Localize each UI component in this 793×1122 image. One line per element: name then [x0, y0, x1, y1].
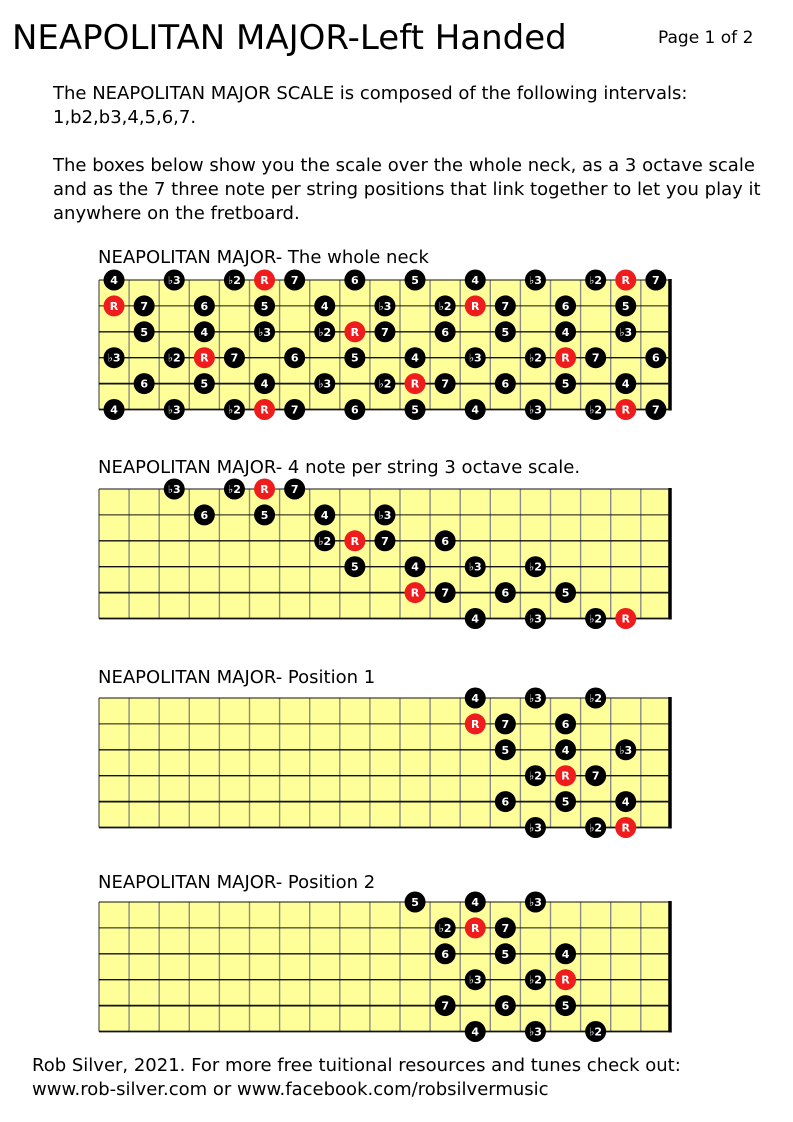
- note-label: 7: [290, 274, 299, 287]
- note-label: 7: [652, 403, 660, 417]
- scale-note-marker: [435, 582, 456, 603]
- scale-note-marker: [495, 739, 516, 760]
- scale-note-marker: [525, 765, 546, 786]
- root-note-marker: [615, 399, 636, 420]
- note-label: 4: [200, 325, 209, 339]
- scale-note-marker: [104, 347, 125, 368]
- scale-note-marker: [525, 608, 546, 629]
- note-label: 6: [200, 508, 209, 522]
- note-label: ♭2: [529, 560, 542, 574]
- note-label: 4: [471, 896, 480, 909]
- scale-note-marker: [194, 321, 215, 342]
- scale-note-marker: [164, 479, 185, 500]
- note-label: ♭2: [378, 377, 392, 391]
- scale-note-marker: [585, 688, 606, 709]
- note-label: 7: [441, 586, 449, 600]
- note-label: ♭3: [318, 377, 332, 391]
- scale-note-marker: [194, 295, 215, 316]
- scale-note-marker: [585, 1021, 606, 1042]
- note-label: 4: [621, 795, 630, 809]
- scale-note-marker: [224, 347, 245, 368]
- scale-note-marker: [314, 321, 335, 342]
- note-label: ♭2: [589, 821, 603, 835]
- note-label: 7: [381, 325, 389, 339]
- scale-note-marker: [194, 373, 215, 394]
- whole-neck-fretboard: [0, 268, 793, 428]
- note-label: ♭3: [167, 274, 181, 287]
- note-label: 7: [230, 351, 239, 365]
- scale-note-marker: [495, 373, 516, 394]
- root-note-marker: [405, 582, 426, 603]
- note-label: R: [561, 973, 570, 987]
- note-label: 4: [471, 612, 480, 626]
- scale-note-marker: [164, 270, 185, 291]
- note-label: 4: [320, 299, 329, 313]
- scale-note-marker: [405, 270, 426, 291]
- scale-note-marker: [555, 713, 576, 734]
- note-label: R: [471, 921, 480, 935]
- note-label: 5: [621, 299, 630, 313]
- scale-note-marker: [525, 399, 546, 420]
- note-label: 6: [351, 403, 359, 417]
- scale-note-marker: [555, 791, 576, 812]
- scale-note-marker: [495, 321, 516, 342]
- footer-credits: [32, 1054, 681, 1102]
- note-label: ♭3: [468, 973, 482, 987]
- note-label: ♭3: [107, 351, 121, 365]
- note-label: R: [109, 299, 119, 313]
- note-label: 6: [441, 325, 449, 339]
- scale-note-marker: [435, 295, 456, 316]
- note-label: R: [260, 483, 269, 496]
- footer-line-1: Rob Silver, 2021. For more free tuitional resources and tunes check out:: [32, 1055, 681, 1076]
- scale-note-marker: [585, 608, 606, 629]
- scale-note-marker: [495, 943, 516, 964]
- scale-note-marker: [465, 608, 486, 629]
- note-label: R: [561, 351, 570, 365]
- scale-note-marker: [314, 373, 335, 394]
- note-label: 5: [260, 299, 269, 313]
- note-label: ♭2: [529, 351, 542, 365]
- root-note-marker: [104, 295, 125, 316]
- root-note-marker: [555, 969, 576, 990]
- note-label: 6: [501, 586, 510, 600]
- position-1-fretboard: [0, 686, 793, 846]
- note-label: 7: [290, 483, 299, 496]
- note-label: R: [200, 351, 209, 365]
- scale-note-marker: [465, 399, 486, 420]
- note-label: 5: [411, 403, 419, 417]
- note-label: 7: [441, 999, 449, 1013]
- page-number: Page 1 of 2: [658, 28, 754, 48]
- scale-note-marker: [344, 270, 365, 291]
- note-label: ♭3: [529, 821, 542, 835]
- root-note-marker: [465, 295, 486, 316]
- note-label: 5: [561, 377, 570, 391]
- scale-note-marker: [525, 347, 546, 368]
- note-label: 5: [200, 377, 209, 391]
- root-note-marker: [254, 479, 275, 500]
- position-2-fretboard: [0, 890, 793, 1050]
- three-octave-label: NEAPOLITAN MAJOR- 4 note per string 3 octave scale.: [98, 457, 581, 478]
- note-label: ♭3: [529, 1025, 542, 1039]
- note-label: 5: [501, 325, 510, 339]
- root-note-marker: [615, 817, 636, 838]
- note-label: ♭2: [318, 534, 332, 548]
- scale-note-marker: [495, 582, 516, 603]
- scale-note-marker: [555, 943, 576, 964]
- note-label: 5: [501, 947, 510, 961]
- note-label: ♭3: [619, 325, 633, 339]
- scale-note-marker: [435, 321, 456, 342]
- scale-note-marker: [314, 530, 335, 551]
- scale-note-marker: [495, 713, 516, 734]
- note-label: R: [471, 717, 480, 731]
- root-note-marker: [254, 270, 275, 291]
- scale-note-marker: [645, 347, 666, 368]
- note-label: R: [410, 586, 420, 600]
- scale-note-marker: [495, 791, 516, 812]
- note-label: 5: [411, 896, 419, 909]
- scale-note-marker: [344, 399, 365, 420]
- scale-note-marker: [465, 688, 486, 709]
- note-label: 7: [140, 299, 148, 313]
- note-label: 5: [351, 351, 359, 365]
- scale-note-marker: [585, 399, 606, 420]
- note-label: 6: [501, 795, 510, 809]
- note-label: 5: [411, 274, 419, 287]
- scale-note-marker: [344, 556, 365, 577]
- note-label: R: [260, 403, 269, 417]
- scale-note-marker: [405, 556, 426, 577]
- fretboard-background: [99, 698, 670, 828]
- scale-note-marker: [525, 688, 546, 709]
- intro-intervals: The NEAPOLITAN MAJOR SCALE is composed of the following intervals: 1,b2,b3,4,5,6,7.: [53, 83, 688, 128]
- root-note-marker: [615, 608, 636, 629]
- note-label: 4: [411, 560, 419, 574]
- root-note-marker: [615, 270, 636, 291]
- note-label: 7: [501, 717, 510, 731]
- note-label: ♭3: [258, 325, 271, 339]
- note-label: 6: [200, 299, 209, 313]
- note-label: ♭2: [438, 299, 452, 313]
- scale-note-marker: [344, 347, 365, 368]
- note-label: ♭2: [589, 1025, 603, 1039]
- note-label: ♭3: [529, 403, 542, 417]
- root-note-marker: [405, 373, 426, 394]
- scale-note-marker: [104, 399, 125, 420]
- scale-note-marker: [525, 556, 546, 577]
- scale-note-marker: [555, 582, 576, 603]
- scale-note-marker: [465, 347, 486, 368]
- scale-note-marker: [314, 295, 335, 316]
- note-label: 6: [441, 534, 449, 548]
- scale-note-marker: [465, 556, 486, 577]
- scale-note-marker: [374, 373, 395, 394]
- note-label: 5: [561, 795, 570, 809]
- note-label: 5: [351, 560, 359, 574]
- scale-note-marker: [104, 270, 125, 291]
- note-label: 6: [561, 299, 570, 313]
- scale-note-marker: [525, 1021, 546, 1042]
- root-note-marker: [465, 917, 486, 938]
- root-note-marker: [194, 347, 215, 368]
- note-label: ♭3: [378, 299, 392, 313]
- scale-note-marker: [374, 504, 395, 525]
- scale-note-marker: [495, 295, 516, 316]
- scale-note-marker: [194, 504, 215, 525]
- scale-note-marker: [615, 295, 636, 316]
- note-label: ♭2: [318, 325, 332, 339]
- fretboard-background: [99, 902, 670, 1032]
- scale-note-marker: [495, 995, 516, 1016]
- scale-note-marker: [435, 373, 456, 394]
- scale-note-marker: [465, 1021, 486, 1042]
- note-label: 4: [471, 1025, 480, 1039]
- scale-note-marker: [134, 373, 155, 394]
- scale-note-marker: [525, 892, 546, 913]
- three-octave-fretboard: [0, 477, 793, 637]
- scale-note-marker: [645, 270, 666, 291]
- scale-note-marker: [254, 373, 275, 394]
- note-label: R: [621, 274, 630, 287]
- note-label: 7: [652, 274, 660, 287]
- scale-note-marker: [585, 765, 606, 786]
- note-label: 4: [561, 325, 570, 339]
- scale-note-marker: [134, 321, 155, 342]
- note-label: ♭3: [468, 560, 482, 574]
- root-note-marker: [344, 530, 365, 551]
- scale-note-marker: [435, 995, 456, 1016]
- scale-note-marker: [284, 479, 305, 500]
- scale-note-marker: [525, 270, 546, 291]
- scale-note-marker: [254, 295, 275, 316]
- note-label: 7: [290, 403, 299, 417]
- scale-note-marker: [405, 347, 426, 368]
- note-label: 7: [591, 769, 600, 783]
- note-label: R: [621, 821, 630, 835]
- scale-note-marker: [374, 321, 395, 342]
- whole-neck-label: NEAPOLITAN MAJOR- The whole neck: [98, 247, 429, 268]
- intro-description: The boxes below show you the scale over the whole neck, as a 3 octave scale and as the 7 three note per string positions that link together to let you play it anywhere on the fretboard.: [53, 155, 761, 224]
- note-label: ♭2: [228, 403, 241, 417]
- note-label: ♭2: [589, 692, 603, 705]
- note-label: 7: [501, 921, 510, 935]
- scale-note-marker: [284, 270, 305, 291]
- note-label: ♭2: [529, 973, 542, 987]
- note-label: R: [471, 299, 480, 313]
- note-label: ♭3: [529, 274, 542, 287]
- scale-note-marker: [615, 321, 636, 342]
- scale-note-marker: [435, 943, 456, 964]
- position-1-label: NEAPOLITAN MAJOR- Position 1: [98, 667, 376, 688]
- scale-note-marker: [465, 270, 486, 291]
- note-label: 5: [501, 743, 510, 757]
- scale-note-marker: [465, 892, 486, 913]
- scale-note-marker: [284, 347, 305, 368]
- scale-note-marker: [254, 321, 275, 342]
- note-label: 4: [471, 692, 480, 705]
- note-label: 6: [290, 351, 299, 365]
- scale-note-marker: [555, 373, 576, 394]
- note-label: ♭2: [529, 769, 542, 783]
- root-note-marker: [344, 321, 365, 342]
- note-label: 5: [561, 999, 570, 1013]
- note-label: ♭2: [438, 921, 452, 935]
- note-label: 4: [260, 377, 269, 391]
- note-label: 7: [591, 351, 600, 365]
- note-label: R: [260, 274, 269, 287]
- scale-note-marker: [555, 321, 576, 342]
- scale-note-marker: [164, 399, 185, 420]
- note-label: R: [561, 769, 570, 783]
- note-label: 4: [320, 508, 329, 522]
- scale-note-marker: [405, 399, 426, 420]
- scale-note-marker: [585, 817, 606, 838]
- note-label: 5: [260, 508, 269, 522]
- scale-note-marker: [314, 504, 335, 525]
- root-note-marker: [465, 713, 486, 734]
- note-label: 6: [140, 377, 148, 391]
- scale-note-marker: [374, 295, 395, 316]
- note-label: ♭2: [228, 274, 241, 287]
- scale-note-marker: [284, 399, 305, 420]
- scale-note-marker: [615, 739, 636, 760]
- scale-note-marker: [435, 530, 456, 551]
- scale-note-marker: [405, 892, 426, 913]
- position-2-label: NEAPOLITAN MAJOR- Position 2: [98, 872, 376, 893]
- scale-note-marker: [224, 399, 245, 420]
- note-label: 4: [561, 947, 570, 961]
- note-label: 7: [441, 377, 449, 391]
- note-label: 6: [652, 351, 660, 365]
- footer-line-2: www.rob-silver.com or www.facebook.com/robsilvermusic: [32, 1079, 549, 1100]
- root-note-marker: [555, 347, 576, 368]
- note-label: 4: [621, 377, 630, 391]
- note-label: R: [621, 612, 630, 626]
- root-note-marker: [555, 765, 576, 786]
- note-label: R: [621, 403, 630, 417]
- note-label: 7: [381, 534, 389, 548]
- note-label: 6: [441, 947, 449, 961]
- note-label: ♭3: [378, 508, 392, 522]
- note-label: 6: [501, 999, 510, 1013]
- root-note-marker: [254, 399, 275, 420]
- scale-note-marker: [374, 530, 395, 551]
- scale-note-marker: [525, 969, 546, 990]
- scale-note-marker: [254, 504, 275, 525]
- note-label: 5: [140, 325, 148, 339]
- scale-note-marker: [555, 739, 576, 760]
- note-label: 4: [110, 274, 118, 287]
- note-label: 4: [411, 351, 419, 365]
- scale-note-marker: [645, 399, 666, 420]
- scale-note-marker: [615, 791, 636, 812]
- note-label: 4: [561, 743, 570, 757]
- note-label: 5: [561, 586, 570, 600]
- scale-note-marker: [435, 917, 456, 938]
- note-label: R: [350, 534, 360, 548]
- scale-note-marker: [525, 817, 546, 838]
- page-title: NEAPOLITAN MAJOR-Left Handed: [12, 18, 567, 58]
- scale-note-marker: [164, 347, 185, 368]
- note-label: ♭3: [167, 483, 181, 496]
- note-label: R: [350, 325, 360, 339]
- scale-note-marker: [134, 295, 155, 316]
- note-label: 4: [471, 274, 480, 287]
- scale-note-marker: [555, 995, 576, 1016]
- scale-note-marker: [224, 270, 245, 291]
- note-label: ♭2: [589, 612, 603, 626]
- note-label: ♭2: [589, 403, 603, 417]
- note-label: 6: [501, 377, 510, 391]
- note-label: ♭2: [228, 483, 241, 496]
- note-label: ♭3: [529, 896, 542, 909]
- note-label: 4: [471, 403, 480, 417]
- scale-note-marker: [555, 295, 576, 316]
- scale-note-marker: [585, 270, 606, 291]
- note-label: 7: [501, 299, 510, 313]
- scale-note-marker: [495, 917, 516, 938]
- note-label: 4: [110, 403, 118, 417]
- note-label: ♭3: [468, 351, 482, 365]
- note-label: ♭3: [167, 403, 181, 417]
- note-label: R: [410, 377, 420, 391]
- scale-note-marker: [615, 373, 636, 394]
- note-label: ♭2: [167, 351, 181, 365]
- scale-note-marker: [585, 347, 606, 368]
- note-label: ♭3: [529, 692, 542, 705]
- scale-note-marker: [224, 479, 245, 500]
- scale-note-marker: [465, 969, 486, 990]
- note-label: ♭3: [619, 743, 633, 757]
- note-label: ♭2: [589, 274, 603, 287]
- note-label: 6: [351, 274, 359, 287]
- note-label: 6: [561, 717, 570, 731]
- note-label: ♭3: [529, 612, 542, 626]
